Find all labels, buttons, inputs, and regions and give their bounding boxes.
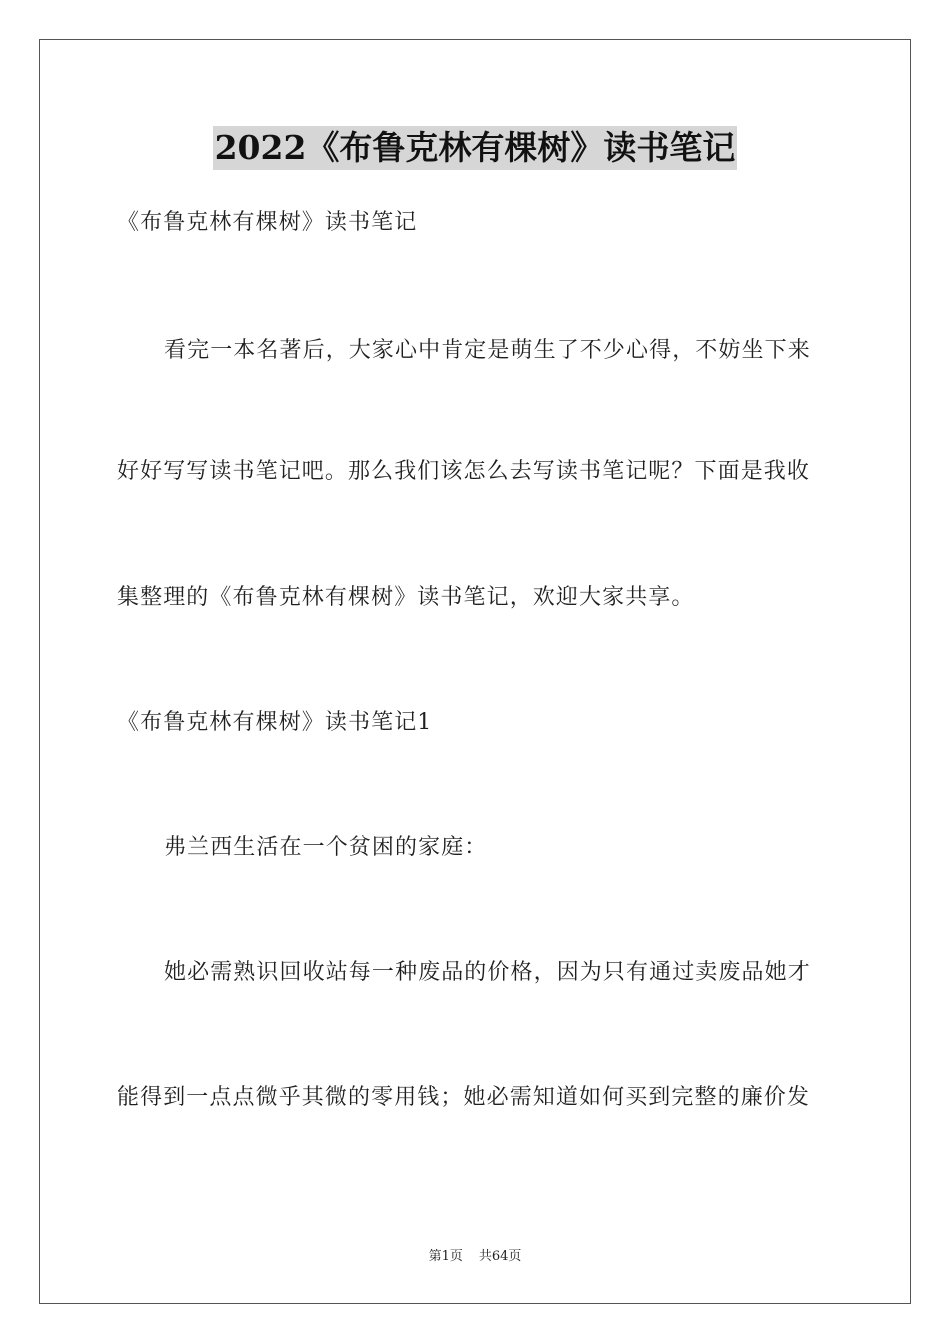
total-pages: 共64页 bbox=[478, 1249, 522, 1264]
document-title: 2022《布鲁克林有棵树》读书笔记 bbox=[213, 126, 738, 170]
paragraph-line: 好好写写读书笔记吧。那么我们该怎么去写读书笔记呢？下面是我收 bbox=[117, 459, 811, 484]
paragraph-line: 她必需熟识回收站每一种废品的价格，因为只有通过卖废品她才 bbox=[164, 960, 811, 985]
paragraph-line: 集整理的《布鲁克林有棵树》读书笔记，欢迎大家共享。 bbox=[117, 585, 695, 610]
page-footer bbox=[0, 1248, 950, 1266]
paragraph-line: 能得到一点点微乎其微的零用钱；她必需知道如何买到完整的廉价发 bbox=[117, 1085, 811, 1110]
subtitle-line: 《布鲁克林有棵树》读书笔记 bbox=[117, 210, 418, 235]
paragraph-line: 弗兰西生活在一个贫困的家庭： bbox=[164, 835, 488, 860]
paragraph-line: 看完一本名著后，大家心中肯定是萌生了不少心得，不妨坐下来 bbox=[164, 338, 811, 363]
section-heading: 《布鲁克林有棵树》读书笔记1 bbox=[117, 710, 433, 735]
page-number: 第1页 bbox=[428, 1249, 463, 1264]
title-container bbox=[0, 126, 950, 170]
